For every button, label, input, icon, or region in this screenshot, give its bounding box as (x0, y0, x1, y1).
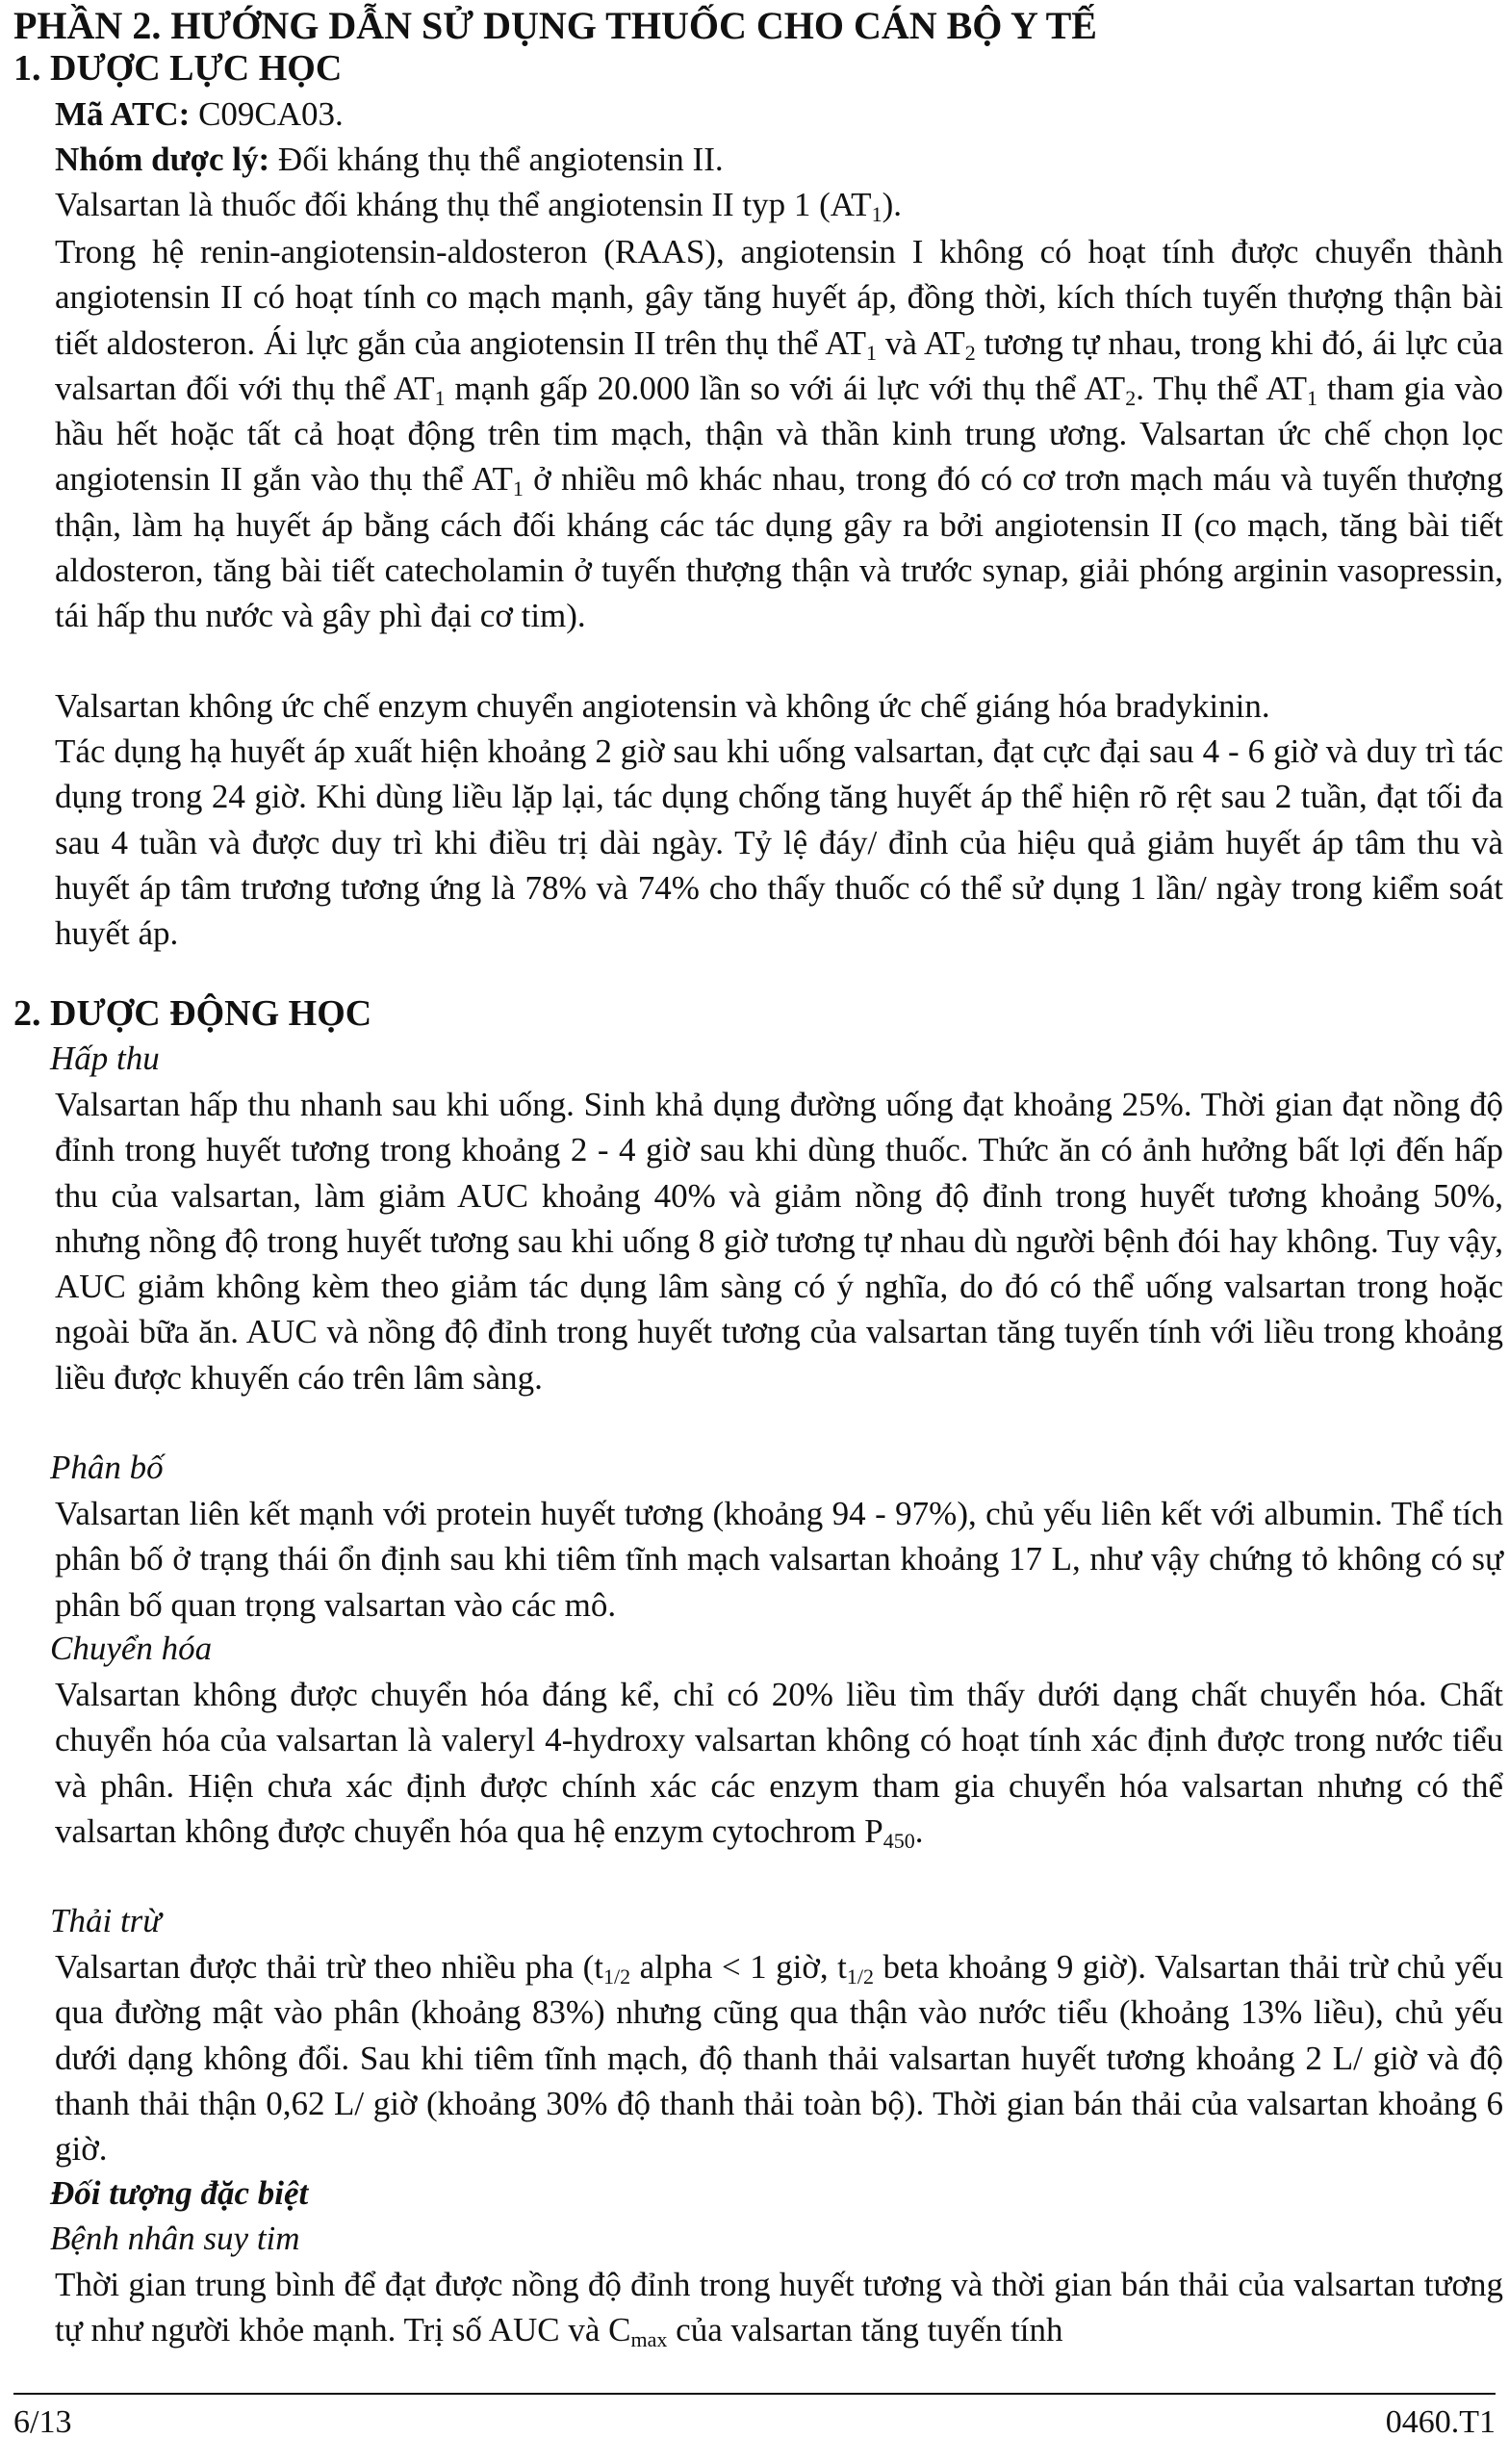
subheading-heart-failure: Bệnh nhân suy tim (50, 2220, 300, 2257)
group-value: Đối kháng thụ thể angiotensin II. (277, 141, 724, 178)
text-run: Trong hệ renin-angiotensin-aldosteron (RAAS), angiotensin I không có hoạt tính được chuyển thành angiotensin II có hoạt tính co mạch mạnh, gây tăng huyết áp, đồng thời, kích thích tuyến thượng thận bài tiết aldosteron. Ái lực gắn của angiotensin II trên thụ thể AT (55, 233, 1503, 362)
subheading-absorption: Hấp thu (50, 1040, 160, 1077)
subscript: 1 (434, 385, 446, 410)
text-run: Thời gian trung bình để đạt được nồng độ đỉnh trong huyết tương và thời gian bán thải của valsartan tương tự như người khỏe mạnh. Trị số AUC và C (55, 2266, 1503, 2349)
text-run: . Thụ thể AT (1136, 369, 1307, 407)
text-run: tương tự nhau, trong khi đó, ái lực của valsartan đối với thụ thể AT (55, 323, 1503, 407)
paragraph-raas-mechanism (55, 229, 1503, 639)
footer-page-number: 6/13 (13, 2404, 72, 2440)
subscript: max (630, 2327, 668, 2352)
atc-code-line (55, 92, 344, 137)
section-heading-pharmacodynamics: 1. DƯỢC LỰC HỌC (13, 48, 343, 89)
subscript: 1 (512, 476, 524, 501)
paragraph-metabolism (55, 1672, 1503, 1854)
text-run: Valsartan được thải trừ theo nhiều pha (t (55, 1948, 604, 1986)
paragraph-absorption: Valsartan hấp thu nhanh sau khi uống. Sinh khả dụng đường uống đạt khoảng 25%. Thời gian đạt nồng độ đỉnh trong huyết tương trong khoảng 2 - 4 giờ sau khi dùng thuốc. Thức ăn có ảnh hưởng bất lợi đến hấp thu của valsartan, làm giảm AUC khoảng 40% và giảm nồng độ đỉnh trong huyết tương khoảng 50%, nhưng nồng độ trong huyết tương sau khi uống 8 giờ tương tự nhau dù người bệnh đói hay không. Tuy vậy, AUC giảm không kèm theo giảm tác dụng lâm sàng có ý nghĩa, do đó có thể uống valsartan trong hoặc ngoài bữa ăn. AUC và nồng độ đỉnh trong huyết tương của valsartan tăng tuyến tính với liều trong khoảng liều được khuyến cáo trên lâm sàng. (55, 1086, 1503, 1397)
paragraph-elimination (55, 1944, 1503, 2171)
paragraph-antihypertensive-effect: Tác dụng hạ huyết áp xuất hiện khoảng 2 giờ sau khi uống valsartan, đạt cực đại sau 4 - 6 giờ và duy trì tác dụng trong 24 giờ. Khi dùng liều lặp lại, tác dụng chống tăng huyết áp thể hiện rõ rệt sau 2 tuần, đạt tối đa sau 4 tuần và được duy trì khi điều trị dài ngày. Tỷ lệ đáy/ đỉnh của hiệu quả giảm huyết áp tâm thu và huyết áp tâm trương tương ứng là 78% và 74% cho thấy thuốc có thể sử dụng 1 lần/ ngày trong kiểm soát huyết áp. (55, 732, 1503, 953)
paragraph-heart-failure (55, 2262, 1503, 2353)
paragraph-valsartan-class (55, 183, 902, 227)
footer-document-code: 0460.T1 (1385, 2404, 1496, 2440)
text-run: tham gia vào hầu hết hoặc tất cả hoạt động trên tim mạch, thận và thần kinh trung ương. Valsartan ức chế chọn lọc angiotensin II gắn vào thụ thể AT (55, 369, 1503, 499)
group-label: Nhóm dược lý: (55, 141, 270, 178)
text-run: beta khoảng 9 giờ). Valsartan thải trừ chủ yếu qua đường mật vào phân (khoảng 83%) nhưng cũng qua thận vào nước tiểu (khoảng 13% liều), chủ yếu dưới dạng không đổi. Sau khi tiêm tĩnh mạch, độ thanh thải valsartan huyết tương khoảng 2 L/ giờ và độ thanh thải thận 0,62 L/ giờ (khoảng 30% độ thanh thải toàn bộ). Thời gian bán thải của valsartan khoảng 6 giờ. (55, 1948, 1503, 2169)
atc-label: Mã ATC: (55, 95, 191, 133)
subscript: 1 (1307, 385, 1317, 410)
atc-value: C09CA03. (198, 95, 344, 133)
text-run: ở nhiều mô khác nhau, trong đó có cơ trơn mạch máu và tuyến thượng thận, làm hạ huyết áp bằng cách đối kháng các tác dụng gây ra bởi angiotensin II (co mạch, tăng bài tiết aldosteron, tăng bài tiết catecholamin ở tuyến thượng thận và trước synap, giải phóng arginin vasopressin, tái hấp thu nước và gây phì đại cơ tim). (55, 460, 1503, 635)
p1-end: ). (882, 186, 902, 223)
subscript: 1/2 (846, 1964, 875, 1989)
subscript: 1 (871, 202, 882, 226)
text-run: alpha < 1 giờ, t (630, 1948, 847, 1986)
text-run: và AT (877, 323, 965, 362)
page-title: PHẦN 2. HƯỚNG DẪN SỬ DỤNG THUỐC CHO CÁN BỘ Y TẾ (13, 4, 1097, 47)
subscript: 2 (964, 340, 976, 365)
pharmacologic-group-line (55, 138, 724, 182)
text-run: . (914, 1811, 924, 1850)
subscript: 450 (882, 1828, 915, 1853)
section-heading-pharmacokinetics: 2. DƯỢC ĐỘNG HỌC (13, 993, 372, 1034)
subheading-elimination: Thải trừ (50, 1902, 162, 1939)
paragraph-distribution: Valsartan liên kết mạnh với protein huyết tương (khoảng 94 - 97%), chủ yếu liên kết với albumin. Thể tích phân bố ở trạng thái ổn định sau khi tiêm tĩnh mạch valsartan khoảng 17 L, như vậy chứng tỏ không có sự phân bố quan trọng valsartan vào các mô. (55, 1495, 1503, 1624)
subheading-special-populations: Đối tượng đặc biệt (50, 2174, 309, 2212)
text-run: của valsartan tăng tuyến tính (667, 2311, 1063, 2349)
subheading-metabolism: Chuyển hóa (50, 1630, 213, 1667)
text-run: mạnh gấp 20.000 lần so với ái lực với thụ thể AT (445, 369, 1126, 407)
p1-text: Valsartan là thuốc đối kháng thụ thể angiotensin II typ 1 (AT (55, 186, 872, 223)
subscript: 1/2 (603, 1964, 631, 1989)
subscript: 1 (866, 340, 878, 365)
subscript: 2 (1125, 385, 1137, 410)
footer-divider (13, 2393, 1496, 2395)
paragraph-no-ace-inhibition: Valsartan không ức chế enzym chuyển angiotensin và không ức chế giáng hóa bradykinin. (55, 687, 1270, 725)
subheading-distribution: Phân bố (50, 1449, 164, 1486)
text-run: Valsartan không được chuyển hóa đáng kể, chỉ có 20% liều tìm thấy dưới dạng chất chuyển hóa. Chất chuyển hóa của valsartan là valeryl 4-hydroxy valsartan không có hoạt tính xác định được trong nước tiểu và phân. Hiện chưa xác định được chính xác các enzym tham gia chuyển hóa valsartan nhưng có thể valsartan không được chuyển hóa qua hệ enzym cytochrom P (55, 1676, 1503, 1850)
